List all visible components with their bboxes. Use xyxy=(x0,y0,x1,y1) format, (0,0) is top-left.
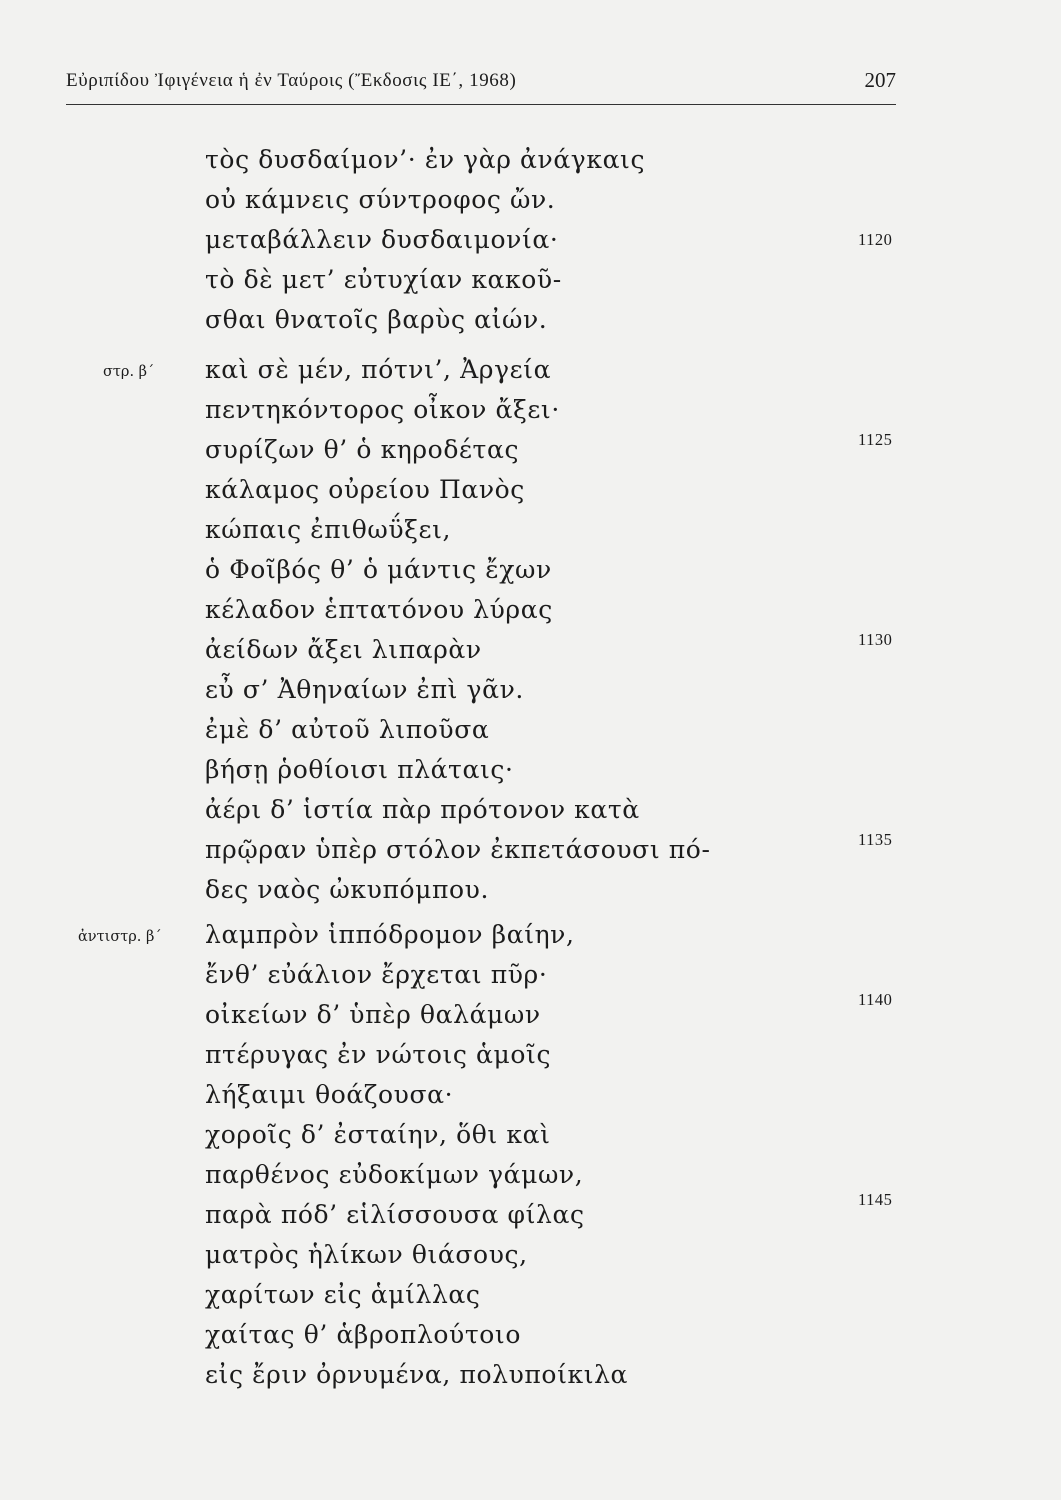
verse-line: χαρίτων εἰς ἁμίλλας xyxy=(205,1280,481,1309)
verse-line: ὁ Φοῖβός θ’ ὁ μάντις ἔχων xyxy=(205,555,552,584)
verse-line: καὶ σὲ μέν, πότνι’, Ἀργεία xyxy=(205,355,552,384)
verse-line: ματρὸς ἡλίκων θιάσους, xyxy=(205,1240,528,1269)
verse-line: ἐμὲ δ’ αὐτοῦ λιποῦσα xyxy=(205,715,490,744)
verse-line: συρίζων θ’ ὁ κηροδέτας xyxy=(205,435,520,464)
verse-line: σθαι θνατοῖς βαρὺς αἰών. xyxy=(205,305,548,334)
verse-line: παρθένος εὐδοκίμων γάμων, xyxy=(205,1160,584,1189)
verse-line: πεντηκόντορος οἶκον ἄξει· xyxy=(205,395,560,424)
verse-line: οἰκείων δ’ ὑπὲρ θαλάμων xyxy=(205,1000,541,1029)
verse-line: κέλαδον ἑπτατόνου λύρας xyxy=(205,595,553,624)
strophe-marker: στρ. β΄ xyxy=(103,364,155,380)
verse-line: δες ναὸς ὠκυπόμπου. xyxy=(205,875,489,904)
page-number: 207 xyxy=(864,68,896,92)
verse-line: εὖ σ’ Ἀθηναίων ἐπὶ γᾶν. xyxy=(205,675,524,704)
verse-line: πρῷραν ὑπὲρ στόλον ἐκπετάσουσι πό- xyxy=(205,835,711,864)
verse-line: χοροῖς δ’ ἐσταίην, ὅθι καὶ xyxy=(205,1120,551,1149)
line-number: 1130 xyxy=(858,630,893,649)
verse-line: κώπαις ἐπιθωΰξει, xyxy=(205,515,452,544)
verse-line: οὐ κάμνεις σύντροφος ὤν. xyxy=(205,185,556,214)
verse-line: ἀέρι δ’ ἱστία πὰρ πρότονον κατὰ xyxy=(205,795,640,824)
verse-line: εἰς ἔριν ὀρνυμένα, πολυποίκιλα xyxy=(205,1360,629,1389)
line-number: 1120 xyxy=(858,230,893,249)
line-number: 1135 xyxy=(858,830,893,849)
header-title: Εὐριπίδου Ἰφιγένεια ἡ ἐν Ταύροις (Ἔκδοσις ΙΕ΄, 1968) xyxy=(66,70,517,91)
verse-line: ἀείδων ἄξει λιπαρὰν xyxy=(205,635,482,664)
verse-line: χαίτας θ’ ἁβροπλούτοιο xyxy=(205,1320,521,1349)
verse-line: βήσῃ ῥοθίοισι πλάταις· xyxy=(205,755,514,784)
verse-line: λήξαιμι θοάζουσα· xyxy=(205,1080,454,1109)
line-number: 1140 xyxy=(858,990,893,1009)
verse-line: τὸ δὲ μετ’ εὐτυχίαν κακοῦ- xyxy=(205,265,562,294)
line-number: 1145 xyxy=(858,1190,893,1209)
verse-line: τὸς δυσδαίμον’· ἐν γὰρ ἀνάγκαις xyxy=(205,145,646,174)
verse-line: πτέρυγας ἐν νώτοις ἁμοῖς xyxy=(205,1040,552,1069)
verse-line: ἔνθ’ εὐάλιον ἔρχεται πῦρ· xyxy=(205,960,548,989)
verse-line: παρὰ πόδ’ εἱλίσσουσα φίλας xyxy=(205,1200,585,1229)
line-number: 1125 xyxy=(858,430,893,449)
antistrophe-marker: ἀντιστρ. β΄ xyxy=(78,929,162,945)
verse-line: μεταβάλλειν δυσδαιμονία· xyxy=(205,225,559,254)
verse-line: λαμπρὸν ἱππόδρομον βαίην, xyxy=(205,920,575,949)
verse-line: κάλαμος οὐρείου Πανὸς xyxy=(205,475,525,504)
